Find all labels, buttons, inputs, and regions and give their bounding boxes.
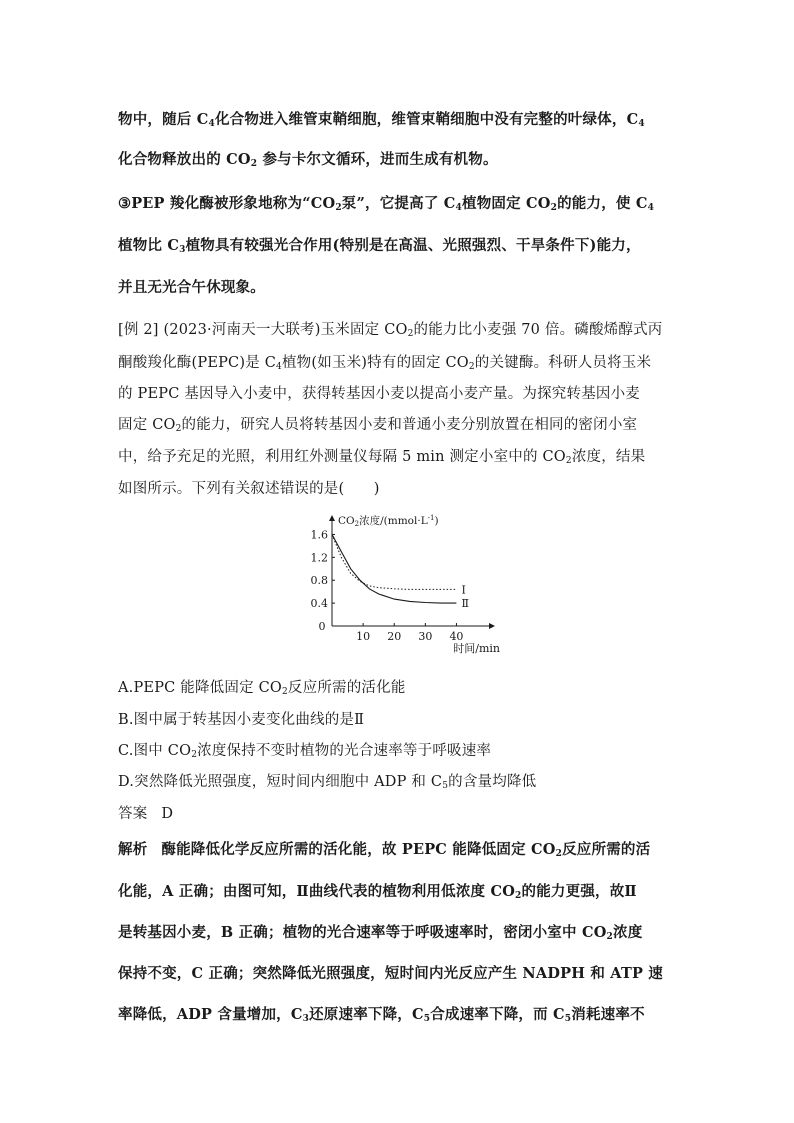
option-c: C.图中 $CO_2$浓度保持不变时植物的光合速率等于呼吸速率 <box>118 743 492 760</box>
answer-line <box>118 802 678 823</box>
option-b: B.图中属于转基因小麦变化曲线的是Ⅱ <box>118 712 365 728</box>
analysis-line: 保持不变，C 正确；突然降低光照强度，短时间内光反应产生 NADPH 和 ATP 速 <box>118 965 664 982</box>
option-d: D.突然降低光照强度，短时间内细胞中 ADP 和 $C_5$的含量均降低 <box>118 774 537 791</box>
y-tick-label: 1.2 <box>310 551 328 565</box>
series-label-2: Ⅱ <box>461 597 469 611</box>
text-line: ③PEP 羧化酶被形象地称为“$CO_2$泵”，它提高了 $C_4$植物固定 $CO_2$的能力，使 $C_4$ <box>118 195 655 213</box>
question-line: 酮酸羧化酶(PEPC)是 $C_4$植物(如玉米)特有的固定 $CO_2$的关键酶。科研人员将玉米 <box>118 355 652 372</box>
question-line: 中，给予充足的光照，利用红外测量仪每隔 5 min 测定小室中的 $CO_2$浓度，结果 <box>118 449 646 466</box>
answer-value: D <box>161 806 174 822</box>
analysis-label: 解析 <box>118 841 148 858</box>
text-line: 植物比 $C_3$植物具有较强光合作用(特别是在高温、光照强烈、干旱条件下)能力， <box>118 237 641 255</box>
y-axis-title: CO2浓度$/(mmol\cdot L^{-1})$ <box>338 514 439 528</box>
text-line: 化合物释放出的 $CO_2$ 参与卡尔文循环，进而生成有机物。 <box>118 151 498 169</box>
series-line-1 <box>332 534 456 589</box>
x-tick-label: 20 <box>387 630 402 643</box>
question-line: 如图所示。下列有关叙述错误的是( ) <box>118 481 380 497</box>
analysis-line: 是转基因小麦，B 正确；植物的光合速率等于呼吸速率时，密闭小室中 $CO_2$浓度 <box>118 924 643 942</box>
answer-label: 答案 <box>118 806 148 822</box>
text-line: 并且无光合午休现象。 <box>118 279 265 296</box>
x-tick-label: 10 <box>356 630 371 643</box>
analysis-line: 化能，A 正确；由图可知，Ⅱ曲线代表的植物利用低浓度 $CO_2$的能力更强，故Ⅱ <box>118 883 637 901</box>
chart-axes <box>332 516 494 626</box>
question-line: [例 2] (2023·河南天一大联考)玉米固定 $CO_2$的能力比小麦强 70 倍。磷酸烯醇式丙 <box>118 322 663 339</box>
analysis-line: 率降低，ADP 含量增加，$C_3$还原速率下降，$C_5$合成速率下降，而 $C_5$消耗速率不 <box>118 1006 645 1024</box>
y-tick-label: 0.8 <box>310 574 328 588</box>
origin-label: 0 <box>318 620 326 633</box>
chart-series <box>332 534 456 603</box>
question-line: 固定 $CO_2$的能力，研究人员将转基因小麦和普通小麦分别放置在相同的密闭小室 <box>118 417 638 434</box>
text-line: 物中，随后 $C_4$化合物进入维管束鞘细胞，维管束鞘细胞中没有完整的叶绿体，$C_4$ <box>118 111 645 129</box>
question-line: 的 PEPC 基因导入小麦中，获得转基因小麦以提高小麦产量。为探究转基因小麦 <box>118 386 641 402</box>
y-tick-label: 1.6 <box>310 528 328 542</box>
y-tick-label: 0.4 <box>310 597 328 611</box>
series-line-2 <box>332 534 456 603</box>
x-tick-label: 40 <box>449 630 464 643</box>
x-axis-title: 时间/min <box>453 642 500 655</box>
chart-labels <box>311 514 501 655</box>
analysis-line: 解析 酶能降低化学反应所需的活化能，故 PEPC 能降低固定 $CO_2$反应所需的活 <box>118 841 651 859</box>
co2-concentration-chart <box>300 508 500 656</box>
series-label-1: Ⅰ <box>461 583 466 597</box>
option-a: A.PEPC 能降低固定 $CO_2$反应所需的活化能 <box>118 680 406 697</box>
x-tick-label: 30 <box>418 630 433 643</box>
